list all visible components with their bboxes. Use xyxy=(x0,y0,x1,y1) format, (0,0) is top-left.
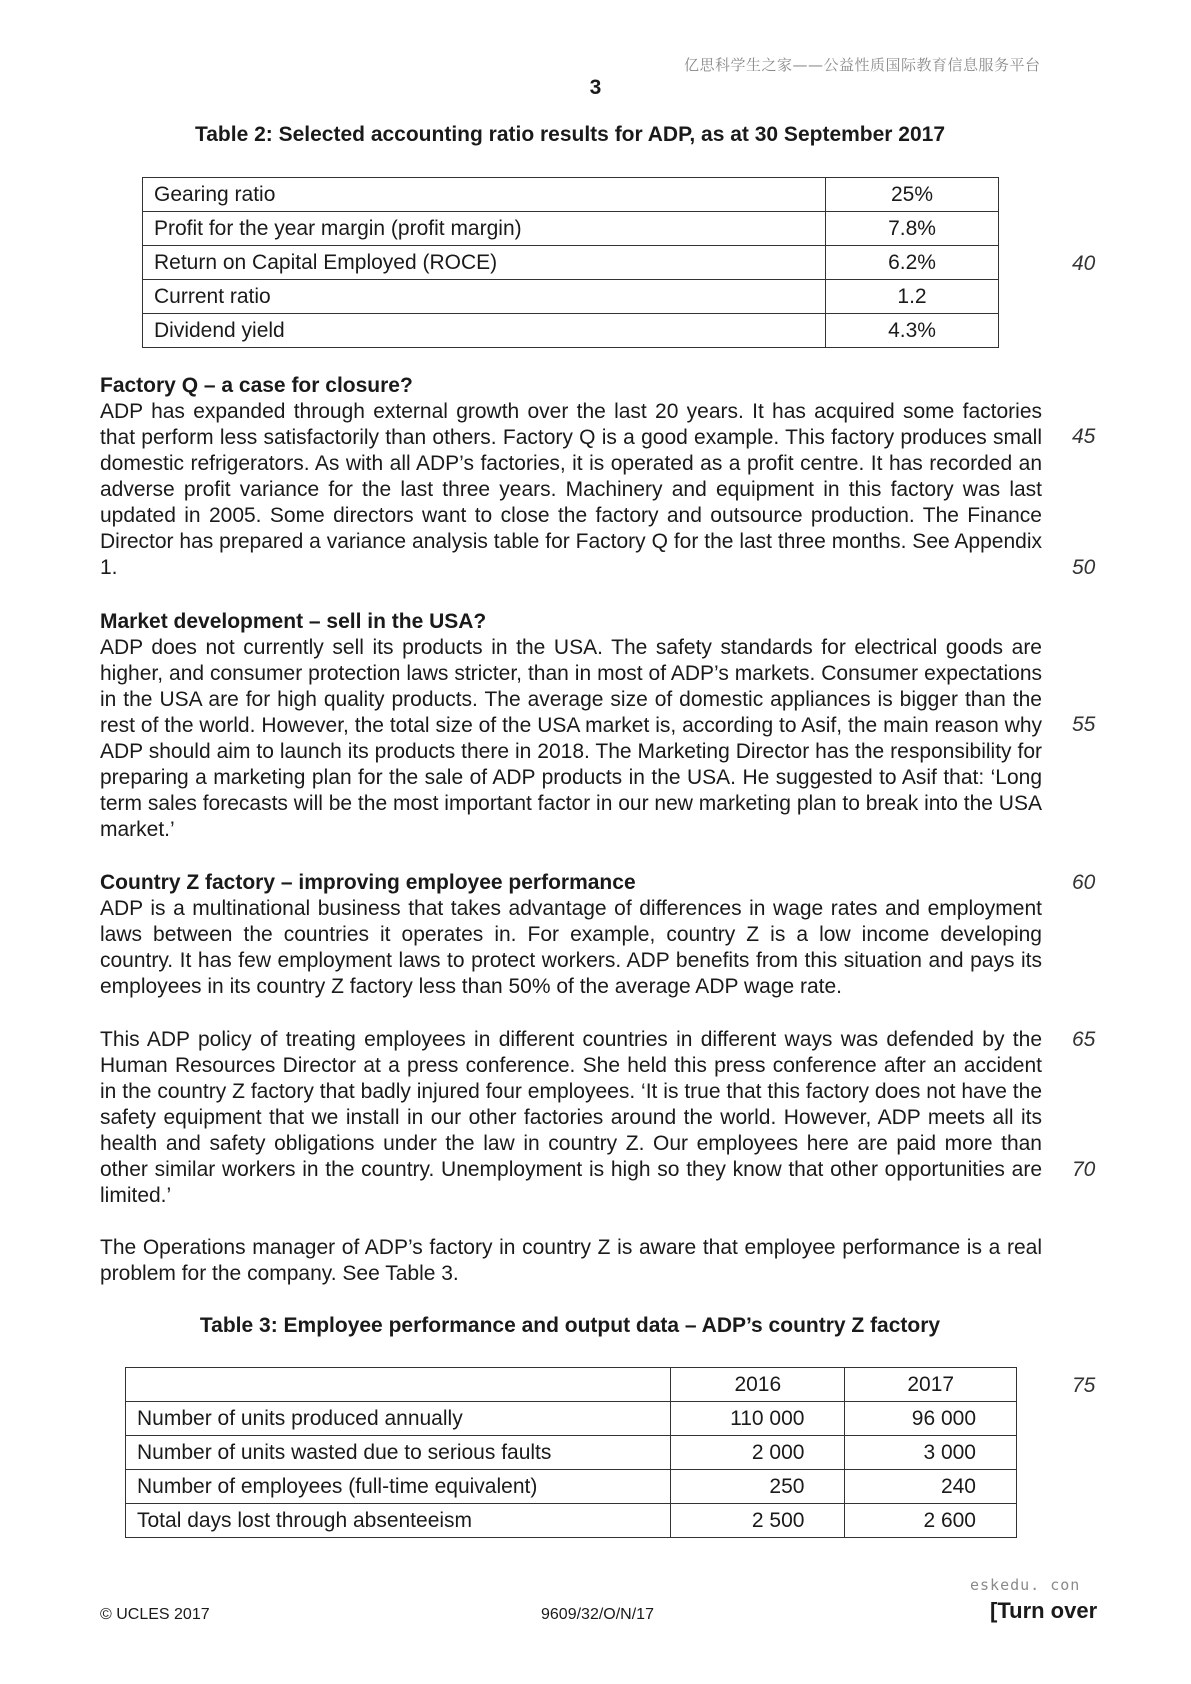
table-cell-value: 6.2% xyxy=(826,246,999,280)
paragraph-country-z: ADP is a multinational business that takes advantage of differences in wage rates and employment laws between the countries it operates in. For example, country Z is a low income developing country. It has few employment laws to protect workers. ADP benefits from this situation and pays its employees in its country Z factory less than 50% of the average ADP wage rate. xyxy=(100,897,1042,998)
line-number: 70 xyxy=(1072,1158,1096,1181)
footer-copyright: © UCLES 2017 xyxy=(100,1606,210,1623)
table-cell-value: 2 000 xyxy=(671,1436,845,1470)
employee-performance-table xyxy=(125,1367,1017,1538)
table-cell-value: 4.3% xyxy=(826,314,999,348)
table-row xyxy=(143,212,999,246)
line-number: 65 xyxy=(1072,1028,1096,1051)
table-cell-value: 7.8% xyxy=(826,212,999,246)
table-row xyxy=(126,1402,1017,1436)
paragraph-factory-q: ADP has expanded through external growth over the last 20 years. It has acquired some factories that perform less satisfactorily than others. Factory Q is a good example. This factory produces small domestic refrigerators. As with all ADP’s factories, it is operated as a profit centre. It has recorded an adverse profit variance for the last three years. Machinery and equipment in this factory was last updated in 2005. Some directors want to close the factory and outsource production. The Finance Director has prepared a variance analysis table for Factory Q for the last three months. See Appendix 1. xyxy=(100,400,1042,579)
watermark-header: 亿思科学生之家——公益性质国际教育信息服务平台 xyxy=(684,56,1041,74)
line-number: 55 xyxy=(1072,713,1096,736)
table-row xyxy=(143,314,999,348)
table-header-row xyxy=(126,1368,1017,1402)
table-cell-value: 96 000 xyxy=(845,1402,1017,1436)
paragraph-market-development: ADP does not currently sell its products in the USA. The safety standards for electrical goods are higher, and consumer protection laws stricter, than in most of ADP’s markets. Consumer expectations in the USA are for high quality products. The average size of domestic appliances is bigger than the rest of the world. However, the total size of the USA market is, according to Asif, the main reason why ADP should aim to launch its products there in 2018. The Marketing Director has the responsibility for preparing a marketing plan for the sale of ADP products in the USA. He suggested to Asif that: ‘Long term sales forecasts will be the most important factor in our new marketing plan to break into the USA market.’ xyxy=(100,636,1042,841)
table-row xyxy=(143,246,999,280)
table-header-cell: 2016 xyxy=(671,1368,845,1402)
table-cell-label: Current ratio xyxy=(143,280,826,314)
table-header-cell: 2017 xyxy=(845,1368,1017,1402)
line-number: 50 xyxy=(1072,556,1096,579)
footer-paper-code: 9609/32/O/N/17 xyxy=(541,1606,654,1623)
table-cell-value: 250 xyxy=(671,1470,845,1504)
table-row xyxy=(126,1436,1017,1470)
table-row xyxy=(143,280,999,314)
table-cell-label: Number of units wasted due to serious faults xyxy=(126,1436,671,1470)
line-number: 60 xyxy=(1072,871,1096,894)
table-cell-value: 25% xyxy=(826,178,999,212)
table-cell-label: Number of employees (full-time equivalent) xyxy=(126,1470,671,1504)
table-cell-label: Total days lost through absenteeism xyxy=(126,1504,671,1538)
table-row xyxy=(143,178,999,212)
paragraph-policy: This ADP policy of treating employees in different countries in different ways was defended by the Human Resources Director at a press conference. She held this press conference after an accident in the country Z factory that badly injured four employees. ‘It is true that this factory does not have the safety equipment that we install in our other factories around the world. However, ADP meets all its health and safety obligations under the law in country Z. Our employees here are paid more than other similar workers in the country. Unemployment is high so they know that other opportunities are limited.’ xyxy=(100,1028,1042,1207)
table-header-cell xyxy=(126,1368,671,1402)
table-cell-label: Gearing ratio xyxy=(143,178,826,212)
table-cell-value: 3 000 xyxy=(845,1436,1017,1470)
page-number: 3 xyxy=(589,76,602,99)
watermark-footer: eskedu. con xyxy=(970,1576,1081,1594)
paragraph-operations: The Operations manager of ADP’s factory in country Z is aware that employee performance is a real problem for the company. See Table 3. xyxy=(100,1236,1042,1285)
section-heading-factory-q: Factory Q – a case for closure? xyxy=(100,374,413,397)
table-row xyxy=(126,1470,1017,1504)
table2-title: Table 2: Selected accounting ratio results for ADP, as at 30 September 2017 xyxy=(194,123,946,146)
table-cell-value: 2 500 xyxy=(671,1504,845,1538)
line-number: 75 xyxy=(1072,1374,1096,1397)
table-cell-label: Return on Capital Employed (ROCE) xyxy=(143,246,826,280)
section-heading-market-development: Market development – sell in the USA? xyxy=(100,610,487,633)
section-heading-country-z: Country Z factory – improving employee performance xyxy=(100,871,636,894)
line-number: 45 xyxy=(1072,425,1096,448)
table-row xyxy=(126,1504,1017,1538)
table-cell-value: 2 600 xyxy=(845,1504,1017,1538)
table-cell-value: 1.2 xyxy=(826,280,999,314)
table3-title: Table 3: Employee performance and output data – ADP’s country Z factory xyxy=(199,1314,941,1337)
table-cell-label: Profit for the year margin (profit margin) xyxy=(143,212,826,246)
footer-turn-over: [Turn over xyxy=(990,1598,1098,1623)
table-cell-value: 240 xyxy=(845,1470,1017,1504)
table-cell-label: Number of units produced annually xyxy=(126,1402,671,1436)
table-cell-value: 110 000 xyxy=(671,1402,845,1436)
accounting-ratio-table xyxy=(142,177,999,348)
line-number: 40 xyxy=(1072,252,1096,275)
table-cell-label: Dividend yield xyxy=(143,314,826,348)
